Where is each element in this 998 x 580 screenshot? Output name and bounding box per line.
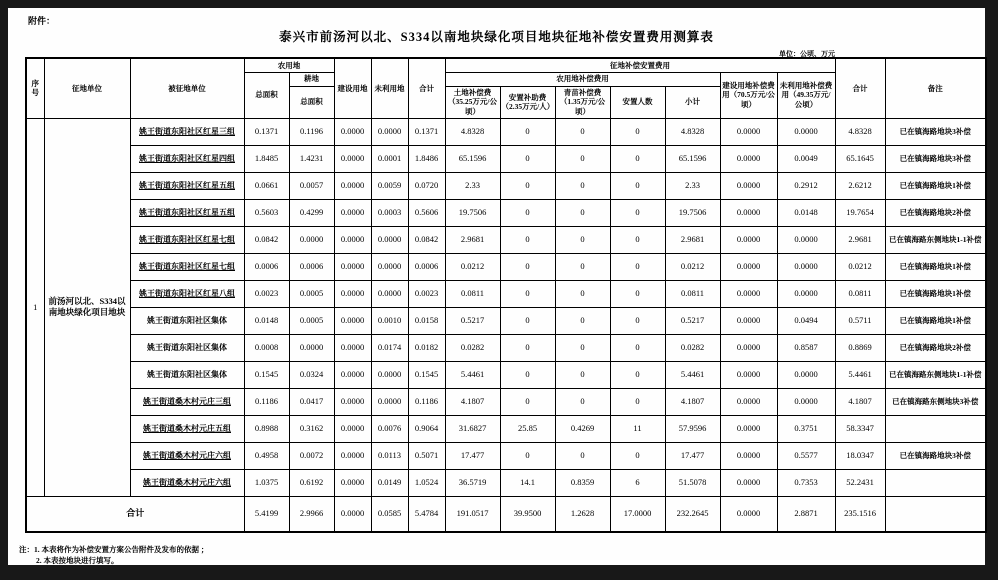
value-cell: 0	[610, 253, 665, 280]
value-cell: 51.5078	[665, 469, 720, 496]
value-cell: 0.0006	[408, 253, 445, 280]
value-cell: 36.5719	[445, 469, 500, 496]
value-cell: 0.5071	[408, 442, 445, 469]
value-cell: 0.0000	[334, 388, 371, 415]
acquired-unit-cell: 姚王街道东阳社区红星四组	[130, 145, 244, 172]
value-cell: 0.0000	[777, 118, 835, 145]
value-cell: 0.0149	[371, 469, 408, 496]
value-cell: 0	[555, 172, 610, 199]
total-remark-cell	[885, 496, 986, 532]
value-cell: 0.0001	[371, 145, 408, 172]
value-cell: 0.6192	[289, 469, 334, 496]
total-value-cell: 17.0000	[610, 496, 665, 532]
remark-cell: 已在镇海路地块1补偿	[885, 307, 986, 334]
value-cell: 0.0000	[720, 388, 777, 415]
value-cell: 0.0212	[445, 253, 500, 280]
value-cell: 0.0000	[371, 361, 408, 388]
value-cell: 0.0000	[720, 253, 777, 280]
page-title: 泰兴市前汤河以北、S334以南地块绿化项目地块征地补偿安置费用测算表	[279, 30, 714, 44]
value-cell: 18.0347	[835, 442, 885, 469]
value-cell: 0	[610, 307, 665, 334]
value-cell: 0.0049	[777, 145, 835, 172]
table-row	[26, 172, 986, 199]
value-cell: 0	[500, 226, 555, 253]
table-row	[26, 442, 986, 469]
value-cell: 0.0148	[777, 199, 835, 226]
compensation-table	[25, 57, 987, 533]
value-cell: 0.0000	[777, 280, 835, 307]
value-cell: 0.8869	[835, 334, 885, 361]
table-row	[26, 118, 986, 145]
value-cell: 0	[555, 334, 610, 361]
value-cell: 0.0000	[720, 307, 777, 334]
value-cell: 0.0000	[334, 415, 371, 442]
value-cell: 2.9681	[445, 226, 500, 253]
value-cell: 0.0720	[408, 172, 445, 199]
value-cell: 0.8587	[777, 334, 835, 361]
value-cell: 19.7506	[445, 199, 500, 226]
value-cell: 0.0000	[334, 442, 371, 469]
value-cell: 0.8359	[555, 469, 610, 496]
value-cell: 0.0000	[720, 361, 777, 388]
header-total-area: 总面积	[244, 72, 289, 118]
value-cell: 0.7353	[777, 469, 835, 496]
value-cell: 0.0000	[720, 280, 777, 307]
table-row	[26, 334, 986, 361]
header-cultivated-total-area: 总面积	[289, 86, 334, 118]
header-agri-compensation-group: 农用地补偿费用	[445, 72, 720, 86]
remark-cell: 已在镇海路地块3补偿	[885, 442, 986, 469]
value-cell: 31.6827	[445, 415, 500, 442]
remark-cell: 已在镇海路地块2补偿	[885, 199, 986, 226]
value-cell: 0	[555, 226, 610, 253]
value-cell: 1.0524	[408, 469, 445, 496]
value-cell: 0.0006	[244, 253, 289, 280]
value-cell: 65.1596	[665, 145, 720, 172]
header-crop-compensation: 青苗补偿费（1.35万元/公顷）	[555, 86, 610, 118]
header-construction-compensation: 建设用地补偿费用（70.5万元/公顷）	[720, 72, 777, 118]
value-cell: 0	[610, 118, 665, 145]
table-row	[26, 253, 986, 280]
header-unused-compensation: 未利用地补偿费用（49.35万元/公顷）	[777, 72, 835, 118]
total-value-cell: 191.0517	[445, 496, 500, 532]
value-cell: 0.1186	[244, 388, 289, 415]
value-cell: 4.1807	[835, 388, 885, 415]
value-cell: 4.8328	[445, 118, 500, 145]
value-cell: 0.0000	[334, 253, 371, 280]
value-cell: 0.5217	[445, 307, 500, 334]
header-unused-land: 未利用地	[371, 58, 408, 118]
value-cell: 0	[610, 334, 665, 361]
table-row	[26, 226, 986, 253]
value-cell: 2.33	[445, 172, 500, 199]
value-cell: 0.1186	[408, 388, 445, 415]
header-compensation-group: 征地补偿安置费用	[445, 58, 835, 72]
total-value-cell: 39.9500	[500, 496, 555, 532]
value-cell: 0	[555, 307, 610, 334]
value-cell: 0	[555, 145, 610, 172]
value-cell: 57.9596	[665, 415, 720, 442]
serial-cell: 1	[26, 118, 44, 496]
value-cell: 0.0000	[720, 334, 777, 361]
header-remark: 备注	[885, 58, 986, 118]
remark-cell: 已在镇海路地块3补偿	[885, 145, 986, 172]
remark-cell: 已在镇海路地块1补偿	[885, 280, 986, 307]
value-cell: 0.0072	[289, 442, 334, 469]
value-cell: 0.0842	[408, 226, 445, 253]
value-cell: 0	[500, 253, 555, 280]
acquired-unit-cell: 姚王街道东阳社区红星五组	[130, 172, 244, 199]
table-row	[26, 199, 986, 226]
value-cell: 58.3347	[835, 415, 885, 442]
header-acquired-unit: 被征地单位	[130, 58, 244, 118]
value-cell: 0	[500, 442, 555, 469]
value-cell: 65.1596	[445, 145, 500, 172]
remark-cell: 已在镇海路地块3补偿	[885, 118, 986, 145]
remark-cell	[885, 415, 986, 442]
value-cell: 0	[500, 199, 555, 226]
value-cell: 0.1371	[408, 118, 445, 145]
table-row	[26, 469, 986, 496]
header-construction-land: 建设用地	[334, 58, 371, 118]
value-cell: 0.5577	[777, 442, 835, 469]
value-cell: 0	[500, 334, 555, 361]
value-cell: 0.0000	[334, 226, 371, 253]
total-value-cell: 2.9966	[289, 496, 334, 532]
value-cell: 17.477	[445, 442, 500, 469]
value-cell: 0	[610, 172, 665, 199]
value-cell: 1.0375	[244, 469, 289, 496]
value-cell: 0.0113	[371, 442, 408, 469]
value-cell: 0	[610, 388, 665, 415]
value-cell: 0	[610, 145, 665, 172]
value-cell: 19.7506	[665, 199, 720, 226]
value-cell: 4.1807	[445, 388, 500, 415]
value-cell: 0.0417	[289, 388, 334, 415]
total-value-cell: 2.8871	[777, 496, 835, 532]
header-cultivated-land: 耕地	[289, 72, 334, 86]
total-row	[26, 496, 986, 532]
value-cell: 0.0811	[835, 280, 885, 307]
value-cell: 0.1545	[408, 361, 445, 388]
value-cell: 11	[610, 415, 665, 442]
value-cell: 0.2912	[777, 172, 835, 199]
footnote-2: 2. 本表按地块进行填写。	[36, 556, 119, 566]
acquired-unit-cell: 姚王街道东阳社区集体	[130, 307, 244, 334]
value-cell: 0.0158	[408, 307, 445, 334]
value-cell: 65.1645	[835, 145, 885, 172]
value-cell: 0.0057	[289, 172, 334, 199]
value-cell: 4.8328	[665, 118, 720, 145]
value-cell: 0	[500, 145, 555, 172]
value-cell: 0.0000	[720, 172, 777, 199]
acquired-unit-cell: 姚王街道东阳社区红星八组	[130, 280, 244, 307]
total-value-cell: 235.1516	[835, 496, 885, 532]
value-cell: 0	[555, 118, 610, 145]
value-cell: 0	[500, 361, 555, 388]
value-cell: 0	[555, 361, 610, 388]
table-row	[26, 280, 986, 307]
value-cell: 0.0212	[665, 253, 720, 280]
value-cell: 0.1545	[244, 361, 289, 388]
header-subtotal: 小计	[665, 86, 720, 118]
footnote-1: 注：1. 本表将作为补偿安置方案公告附件及发布的依据 ；	[19, 545, 209, 554]
table-row	[26, 361, 986, 388]
header-area-total: 合计	[408, 58, 445, 118]
remark-cell: 已在镇海路东侧地块1-1补偿	[885, 361, 986, 388]
acquired-unit-cell: 姚王街道桑木村元庄六组	[130, 469, 244, 496]
value-cell: 0.0811	[665, 280, 720, 307]
table-row	[26, 388, 986, 415]
attachment-label: 附件：	[28, 16, 56, 26]
value-cell: 0	[500, 280, 555, 307]
value-cell: 2.9681	[665, 226, 720, 253]
value-cell: 0.0324	[289, 361, 334, 388]
value-cell: 0.1196	[289, 118, 334, 145]
total-value-cell: 0.0000	[334, 496, 371, 532]
value-cell: 0	[500, 307, 555, 334]
value-cell: 1.4231	[289, 145, 334, 172]
value-cell: 0	[500, 118, 555, 145]
value-cell: 0.0842	[244, 226, 289, 253]
header-land-compensation: 土地补偿费（35.25万元/公顷）	[445, 86, 500, 118]
value-cell: 4.1807	[665, 388, 720, 415]
value-cell: 0.0000	[371, 226, 408, 253]
remark-cell: 已在镇海路东侧地块3补偿	[885, 388, 986, 415]
value-cell: 0	[610, 361, 665, 388]
acquired-unit-cell: 姚王街道东阳社区红星七组	[130, 253, 244, 280]
value-cell: 0	[610, 280, 665, 307]
value-cell: 0.0000	[289, 334, 334, 361]
value-cell: 0.0008	[244, 334, 289, 361]
acquired-unit-cell: 姚王街道东阳社区集体	[130, 334, 244, 361]
acquiring-unit-cell: 前汤河以北、S334以南地块绿化项目地块	[44, 118, 130, 496]
value-cell: 0.0005	[289, 280, 334, 307]
value-cell: 0.0000	[289, 226, 334, 253]
total-value-cell: 1.2628	[555, 496, 610, 532]
acquired-unit-cell: 姚王街道东阳社区红星五组	[130, 199, 244, 226]
remark-cell: 已在镇海路地块2补偿	[885, 334, 986, 361]
total-value-cell: 232.2645	[665, 496, 720, 532]
value-cell: 0.0000	[334, 118, 371, 145]
table-row	[26, 145, 986, 172]
value-cell: 2.9681	[835, 226, 885, 253]
acquired-unit-cell: 姚王街道桑木村元庄六组	[130, 442, 244, 469]
acquired-unit-cell: 姚王街道东阳社区红星三组	[130, 118, 244, 145]
value-cell: 0.0000	[720, 226, 777, 253]
value-cell: 0.0000	[334, 469, 371, 496]
value-cell: 0.0005	[289, 307, 334, 334]
acquired-unit-cell: 姚王街道桑木村元庄五组	[130, 415, 244, 442]
remark-cell: 已在镇海路东侧地块1-1补偿	[885, 226, 986, 253]
value-cell: 0.0000	[334, 280, 371, 307]
value-cell: 0.0000	[777, 361, 835, 388]
value-cell: 0.0494	[777, 307, 835, 334]
value-cell: 0.0000	[334, 145, 371, 172]
value-cell: 4.8328	[835, 118, 885, 145]
value-cell: 25.85	[500, 415, 555, 442]
value-cell: 0.0000	[777, 253, 835, 280]
value-cell: 0	[610, 442, 665, 469]
value-cell: 0.0006	[289, 253, 334, 280]
value-cell: 0.0010	[371, 307, 408, 334]
header-agricultural-land: 农用地	[244, 58, 334, 72]
value-cell: 0.0000	[334, 361, 371, 388]
value-cell: 0.0000	[371, 253, 408, 280]
value-cell: 0.0282	[665, 334, 720, 361]
value-cell: 17.477	[665, 442, 720, 469]
value-cell: 5.4461	[445, 361, 500, 388]
value-cell: 5.4461	[665, 361, 720, 388]
value-cell: 0.0212	[835, 253, 885, 280]
remark-cell	[885, 469, 986, 496]
value-cell: 6	[610, 469, 665, 496]
value-cell: 0.4299	[289, 199, 334, 226]
value-cell: 0.0148	[244, 307, 289, 334]
header-resettled-people: 安置人数	[610, 86, 665, 118]
value-cell: 0.0811	[445, 280, 500, 307]
total-value-cell: 5.4784	[408, 496, 445, 532]
acquired-unit-cell: 姚王街道东阳社区集体	[130, 361, 244, 388]
header-acquiring-unit: 征地单位	[44, 58, 130, 118]
value-cell: 0.0076	[371, 415, 408, 442]
value-cell: 0	[555, 388, 610, 415]
value-cell: 0.0000	[371, 388, 408, 415]
total-value-cell: 0.0000	[720, 496, 777, 532]
document-page	[8, 8, 985, 565]
total-value-cell: 0.0585	[371, 496, 408, 532]
value-cell: 0.0661	[244, 172, 289, 199]
value-cell: 14.1	[500, 469, 555, 496]
value-cell: 0.0000	[720, 469, 777, 496]
value-cell: 0.4958	[244, 442, 289, 469]
value-cell: 2.33	[665, 172, 720, 199]
value-cell: 0.0000	[371, 118, 408, 145]
table-row	[26, 415, 986, 442]
value-cell: 0.0023	[244, 280, 289, 307]
value-cell: 0	[610, 226, 665, 253]
value-cell: 0.0000	[720, 199, 777, 226]
value-cell: 0.0000	[720, 145, 777, 172]
value-cell: 0.0000	[371, 280, 408, 307]
table-row	[26, 307, 986, 334]
table-header	[26, 58, 986, 118]
value-cell: 0.5217	[665, 307, 720, 334]
value-cell: 0.5606	[408, 199, 445, 226]
value-cell: 5.4461	[835, 361, 885, 388]
total-value-cell: 5.4199	[244, 496, 289, 532]
value-cell: 0.0000	[777, 226, 835, 253]
value-cell: 0.0023	[408, 280, 445, 307]
value-cell: 0.0059	[371, 172, 408, 199]
value-cell: 0.8988	[244, 415, 289, 442]
header-serial: 序号	[26, 58, 44, 118]
value-cell: 0	[610, 199, 665, 226]
value-cell: 0.0000	[334, 334, 371, 361]
acquired-unit-cell: 姚王街道桑木村元庄三组	[130, 388, 244, 415]
value-cell: 2.6212	[835, 172, 885, 199]
value-cell: 0.0003	[371, 199, 408, 226]
value-cell: 0.0000	[334, 307, 371, 334]
value-cell: 0	[555, 253, 610, 280]
value-cell: 0.5603	[244, 199, 289, 226]
remark-cell: 已在镇海路地块1补偿	[885, 172, 986, 199]
value-cell: 0	[500, 388, 555, 415]
value-cell: 52.2431	[835, 469, 885, 496]
value-cell: 1.8486	[408, 145, 445, 172]
value-cell: 0.1371	[244, 118, 289, 145]
value-cell: 0.0000	[334, 172, 371, 199]
value-cell: 0.5711	[835, 307, 885, 334]
value-cell: 0.0174	[371, 334, 408, 361]
remark-cell: 已在镇海路地块1补偿	[885, 253, 986, 280]
value-cell: 0	[555, 442, 610, 469]
value-cell: 0.0000	[720, 415, 777, 442]
value-cell: 19.7654	[835, 199, 885, 226]
value-cell: 0	[555, 280, 610, 307]
value-cell: 0	[555, 199, 610, 226]
value-cell: 0	[500, 172, 555, 199]
header-cost-total: 合计	[835, 58, 885, 118]
value-cell: 0.0000	[777, 388, 835, 415]
value-cell: 0.0000	[334, 199, 371, 226]
value-cell: 0.0182	[408, 334, 445, 361]
value-cell: 0.0282	[445, 334, 500, 361]
value-cell: 0.3162	[289, 415, 334, 442]
value-cell: 0.0000	[720, 118, 777, 145]
total-label-cell: 合计	[26, 496, 244, 532]
value-cell: 0.9064	[408, 415, 445, 442]
value-cell: 0.3751	[777, 415, 835, 442]
value-cell: 0.4269	[555, 415, 610, 442]
unit-note: 单位：公顷、万元	[779, 50, 835, 58]
footnotes	[19, 544, 208, 567]
table-body	[26, 118, 986, 532]
header-resettlement-subsidy: 安置补助费（2.35万元/人）	[500, 86, 555, 118]
value-cell: 1.8485	[244, 145, 289, 172]
acquired-unit-cell: 姚王街道东阳社区红星七组	[130, 226, 244, 253]
value-cell: 0.0000	[720, 442, 777, 469]
